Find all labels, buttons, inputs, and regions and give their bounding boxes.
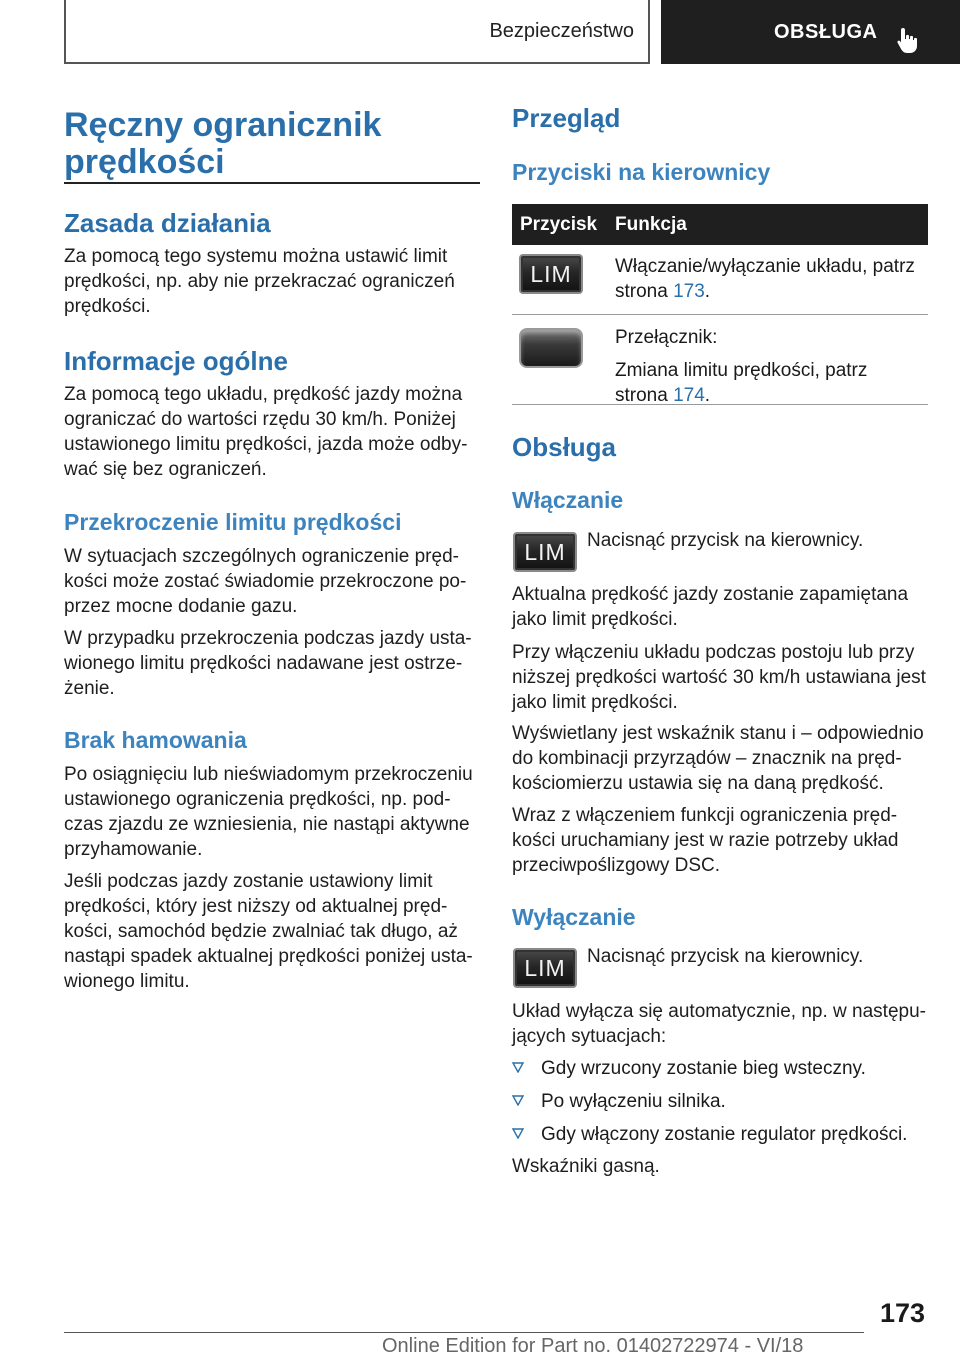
heading-wylaczanie: Wyłączanie [512,904,636,930]
text-line: strona [615,281,674,302]
text-line: kości uruchamiany jest w razie potrzeby układ [512,830,899,851]
hand-pointer-icon [896,26,920,54]
text-line: Zmiana limitu prędkości, patrz [615,360,868,381]
triangle-bullet-icon [512,1127,524,1139]
paragraph-brak-hamowania-2 [64,869,473,994]
text-line: prędkości. [64,296,151,317]
page-title-line1: Ręczny ogranicznik [64,106,382,144]
instruction-wlaczanie: Nacisnąć przycisk na kierownicy. [587,530,864,551]
text-line: przeciwpoślizgowy DSC. [512,855,721,876]
paragraph-wylaczanie-1 [512,999,926,1049]
text-line: Wyświetlany jest wskaźnik stanu i – odpowiednio [512,723,924,744]
list-item-text: Po wyłączeniu silnika. [541,1091,726,1112]
text-line: ograniczać do wartości rzędu 30 km/h. Poniżej [64,409,456,430]
buttons-table [512,204,928,405]
table-header-funkcja: Funkcja [615,213,687,235]
paragraph-informacje [64,382,467,482]
lim-button-label: LIM [524,954,566,981]
text-line: Po osiągnięciu lub nieświadomym przekroczeniu [64,764,473,785]
chapter-label: OBSŁUGA [774,20,878,43]
text-line: kościomierzu ustawia się na daną prędkość. [512,773,884,794]
text-line: wionego limitu prędkości nadawane jest ostrze‐ [64,653,463,674]
list-item-text: Gdy wrzucony zostanie bieg wsteczny. [541,1058,866,1079]
lim-button-image [519,254,583,294]
paragraph-wlaczanie-4 [512,803,899,878]
text-line: Układ wyłącza się automatycznie, np. w następu‐ [512,1001,926,1022]
lim-button-label: LIM [524,538,566,565]
heading-przeglad: Przegląd [512,103,621,133]
paragraph-brak-hamowania-1 [64,762,473,862]
text-line: strona [615,385,674,406]
text-line: do kombinacji przyrządów – znacznik na pręd‐ [512,748,902,769]
text-line: prędkości, który jest niższy od aktualnej pręd‐ [64,896,448,917]
text-line: ustawionego limitu prędkości, jazda może odby‐ [64,434,468,455]
list-item-text: Gdy włączony zostanie regulator prędkości. [541,1124,908,1145]
text-line: wionego limitu. [64,971,190,992]
text-line: W sytuacjach szczególnych ograniczenie pręd‐ [64,546,459,567]
table-cell-function [615,325,867,408]
text-line: Za pomocą tego układu, prędkość jazdy można [64,384,463,405]
text-line: Wraz z włączeniem funkcji ograniczenia pręd‐ [512,805,898,826]
lim-button-label: LIM [530,260,572,287]
triangle-bullet-icon [512,1061,524,1073]
rocker-switch-image [519,328,583,368]
text-line: Przełącznik: [615,327,718,348]
text-line: kości, samochód będzie zwalniać tak długo, aż [64,921,458,942]
heading-informacje-ogolne: Informacje ogólne [64,346,288,376]
table-cell-function [615,254,915,304]
text-line: W przypadku przekroczenia podczas jazdy usta‐ [64,628,472,649]
paragraph-przekroczenie-1 [64,544,466,619]
text-line: czas zjazdu ze wzniesienia, nie nastąpi aktywne [64,814,470,835]
text-line: wać się bez ograniczeń. [64,459,267,480]
text-line: nastąpi spadek aktualnej prędkości poniżej usta‐ [64,946,473,967]
text-line: przez mocne dodanie gazu. [64,596,298,617]
text-line: Włączanie/wyłączanie układu, patrz [615,256,915,277]
page-link-173[interactable]: 173 [673,281,705,302]
page-title-line2: prędkości [64,143,225,181]
page-link-174[interactable]: 174 [673,385,705,406]
paragraph-wlaczanie-2 [512,640,926,715]
table-row [512,245,928,315]
title-underline [64,182,480,184]
footer-edition: Online Edition for Part no. 01402722974 - VI/18 [382,1335,804,1357]
text-line: Za pomocą tego systemu można ustawić limit [64,246,448,267]
text-line: jących sytuacjach: [512,1026,667,1047]
paragraph-wlaczanie-1 [512,582,908,632]
text-line: niższej prędkości wartość 30 km/h ustawiana jest [512,667,926,688]
text-line: jako limit prędkości. [512,609,678,630]
text-line: jako limit prędkości. [512,692,678,713]
paragraph-zasada [64,244,455,319]
heading-wlaczanie: Włączanie [512,487,624,513]
lim-button-image [513,948,577,988]
heading-zasada-dzialania: Zasada działania [64,208,271,238]
heading-obsluga: Obsługa [512,432,617,462]
text-line: prędkości, np. aby nie przekraczać ograniczeń [64,271,455,292]
header-section-tab [64,0,650,64]
footer-rule [64,1332,864,1333]
text-line: Przy włączeniu układu podczas postoju lub przy [512,642,915,663]
text-line: przyhamowanie. [64,839,203,860]
heading-przekroczenie: Przekroczenie limitu prędkości [64,509,402,535]
text-line: ustawionego ograniczenia prędkości, np. pod‐ [64,789,451,810]
lim-button-image [513,532,577,572]
triangle-bullet-icon [512,1094,524,1106]
table-header [512,204,928,245]
paragraph-wlaczanie-3 [512,721,924,796]
text-line: kości może zostać świadomie przekroczone po‐ [64,571,467,592]
text-line: żenie. [64,678,115,699]
text-line: Jeśli podczas jazdy zostanie ustawiony limit [64,871,433,892]
page-number: 173 [880,1298,926,1328]
paragraph-wskazniki: Wskaźniki gasną. [512,1156,660,1177]
paragraph-przekroczenie-2 [64,626,472,701]
text-punct: . [704,385,711,406]
instruction-wylaczanie: Nacisnąć przycisk na kierownicy. [587,946,864,967]
table-header-przycisk: Przycisk [520,213,598,235]
table-row [512,315,928,405]
heading-brak-hamowania: Brak hamowania [64,727,247,753]
text-punct: . [704,281,711,302]
heading-przyciski-na-kierownicy: Przyciski na kierownicy [512,159,771,185]
section-label: Bezpieczeństwo [489,19,634,42]
text-line: Aktualna prędkość jazdy zostanie zapamiętana [512,584,909,605]
